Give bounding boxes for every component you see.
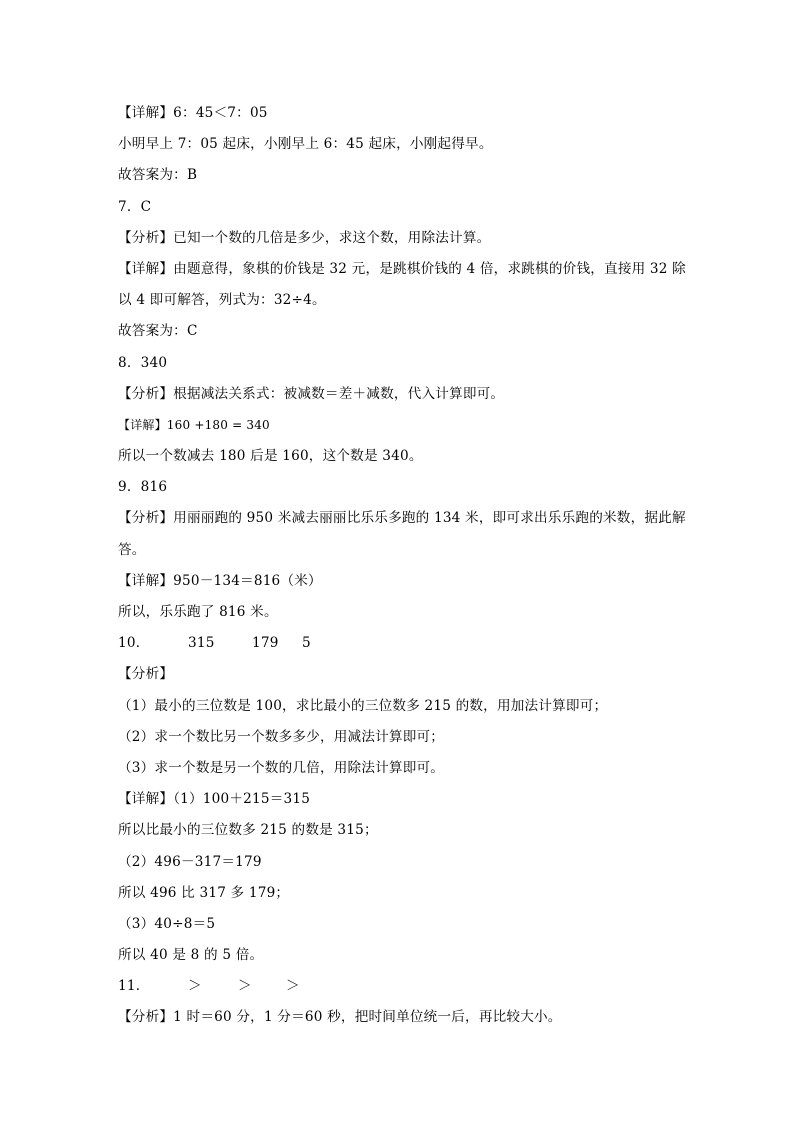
text-line: 【详解】（1）100＋215＝315 bbox=[118, 791, 311, 808]
text-line: 答。 bbox=[118, 541, 146, 558]
text-line: 小明早上 7：05 起床，小刚早上 6：45 起床，小刚起得早。 bbox=[118, 136, 493, 153]
text-line: 故答案为：B bbox=[118, 167, 198, 184]
answer-3: 5 bbox=[302, 635, 311, 652]
text-line: 以 4 即可解答，列式为：32÷4。 bbox=[118, 292, 326, 309]
question-10-answers bbox=[118, 632, 688, 663]
question-11-answers bbox=[118, 975, 688, 1006]
text-line: （1）最小的三位数是 100，求比最小的三位数多 215 的数，用加法计算即可； bbox=[118, 697, 608, 714]
text-line: （2）求一个数比另一个数多多少，用减法计算即可； bbox=[118, 728, 445, 745]
text-line: （2）496－317＝179 bbox=[118, 853, 262, 870]
question-number: 8．340 bbox=[118, 354, 168, 371]
question-number: 11． bbox=[118, 978, 150, 995]
question-number: 9．816 bbox=[118, 479, 168, 496]
answer-3: ＞ bbox=[286, 978, 300, 995]
question-number: 7．C bbox=[118, 198, 152, 215]
answer-1: ＞ bbox=[188, 978, 202, 995]
answer-2: ＞ bbox=[238, 978, 252, 995]
text-line: 所以一个数减去 180 后是 160，这个数是 340。 bbox=[118, 448, 423, 465]
text-line: 所以比最小的三位数多 215 的数是 315； bbox=[118, 822, 378, 839]
text-line: （3）40÷8＝5 bbox=[118, 915, 216, 932]
text-line: 所以 40 是 8 的 5 倍。 bbox=[118, 947, 264, 964]
text-line: 【详解】6：45＜7：05 bbox=[118, 105, 268, 121]
text-line: 所以，乐乐跑了 816 米。 bbox=[118, 604, 278, 620]
text-line: 【分析】用丽丽跑的 950 米减去丽丽比乐乐多跑的 134 米，即可求出乐乐跑的米数，据此解 bbox=[118, 510, 686, 527]
text-line: 故答案为：C bbox=[118, 323, 198, 340]
text-line: 【详解】160 +180 = 340 bbox=[118, 417, 270, 432]
text-line: 【分析】已知一个数的几倍是多少，求这个数，用除法计算。 bbox=[118, 229, 491, 246]
text-line: 【详解】由题意得，象棋的价钱是 32 元，是跳棋价钱的 4 倍，求跳棋的价钱，直接用 32 除 bbox=[118, 260, 686, 277]
text-line: 所以 496 比 317 多 179； bbox=[118, 884, 290, 901]
question-number: 10． bbox=[118, 635, 150, 652]
document-page bbox=[118, 102, 688, 1038]
answer-1: 315 bbox=[188, 635, 215, 652]
text-line: 【详解】950－134＝816（米） bbox=[118, 572, 322, 589]
text-line: 【分析】1 时＝60 分，1 分＝60 秒，把时间单位统一后，再比较大小。 bbox=[118, 1009, 562, 1026]
text-line: 【分析】 bbox=[118, 666, 174, 683]
text-line: （3）求一个数是另一个数的几倍，用除法计算即可。 bbox=[118, 759, 445, 776]
answer-2: 179 bbox=[252, 635, 279, 652]
text-line: 【分析】根据减法关系式：被减数＝差＋减数，代入计算即可。 bbox=[118, 385, 505, 402]
